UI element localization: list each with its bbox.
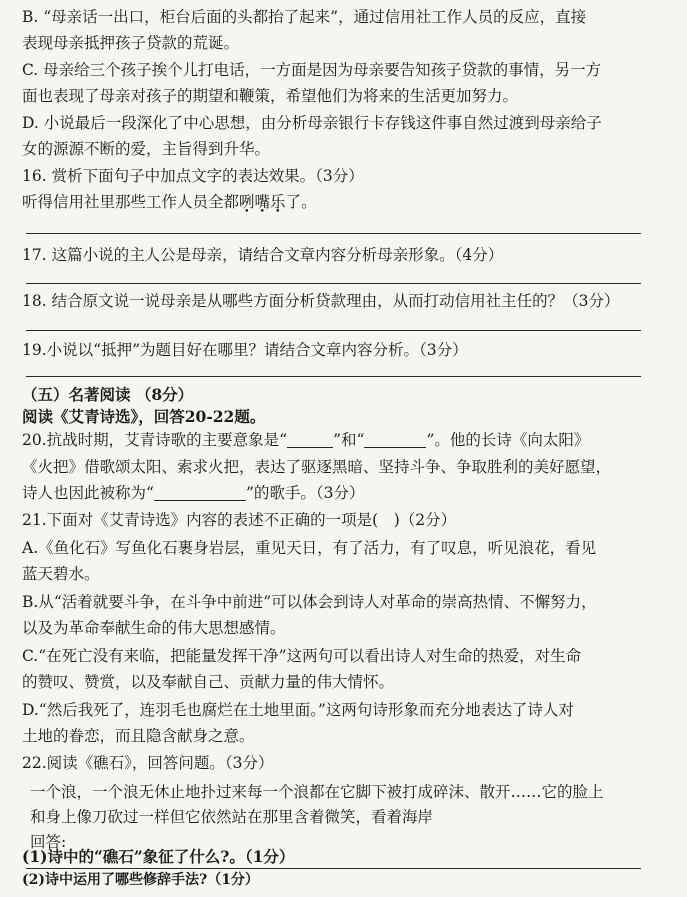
question-17: 17. 这篇小说的主人公是母亲，请结合文章内容分析母亲形象。（4分） bbox=[22, 246, 504, 264]
poem-line2: 和身上像刀砍过一样但它依然站在那里含着微笑，看着海岸 bbox=[30, 808, 434, 826]
sentence-text: 了。 bbox=[285, 193, 317, 211]
question-20-line2: 《火把》借歌颂太阳、索求火把，表达了驱逐黑暗、坚持斗争、争取胜利的美好愿望， bbox=[22, 458, 612, 476]
q20-text: ”的歌手。（3分） bbox=[245, 484, 365, 502]
question-21: 21.下面对《艾青诗选》内容的表述不正确的一项是( )（2分） bbox=[22, 511, 457, 529]
answer-label: 回答: bbox=[30, 833, 67, 851]
option-d-line2: 女的源源不断的爱，主旨得到升华。 bbox=[22, 140, 271, 158]
q21-option-d-line1: D.“然后我死了，连羽毛也腐烂在土地里面。”这两句诗形象而充分地表达了诗人对 bbox=[22, 701, 574, 719]
dotted-char: 嘴 bbox=[254, 193, 271, 211]
answer-line[interactable] bbox=[26, 233, 641, 234]
option-b-line1: B. “母亲话一出口，柜台后面的头都抬了起来”，通过信用社工作人员的反应，直接 bbox=[22, 8, 587, 26]
sentence-text: 听得信用社里那些工作人员全都 bbox=[22, 193, 240, 211]
section-5-heading: （五）名著阅读 （8分） bbox=[22, 385, 194, 404]
question-20-line1 bbox=[22, 429, 667, 451]
q20-text: 20.抗战时期，艾青诗歌的主要意象是“ bbox=[22, 431, 288, 449]
question-22: 22.阅读《礁石》，回答问题。（3分） bbox=[22, 754, 274, 772]
sub-question-2: (2)诗中运用了哪些修辞手法?（1分） bbox=[22, 872, 259, 888]
q21-option-a-line2: 蓝天碧水。 bbox=[22, 565, 100, 583]
sub-question-1: (1)诗中的“礁石”象征了什么?。（1分） bbox=[22, 847, 295, 866]
option-c-line1: C. 母亲给三个孩子挨个儿打电话，一方面是因为母亲要告知孩子贷款的事情，另一方 bbox=[22, 61, 602, 79]
answer-line[interactable] bbox=[26, 283, 641, 284]
option-d-line1: D. 小说最后一段深化了中心思想，由分析母亲银行卡存钱这件事自然过渡到母亲给子 bbox=[22, 114, 602, 132]
answer-line[interactable] bbox=[26, 376, 641, 377]
section-5-instruction: 阅读《艾青诗选》，回答20-22题。 bbox=[22, 407, 266, 426]
option-c-line2: 面也表现了母亲对孩子的期望和鞭策，希望他们为将来的生活更加努力。 bbox=[22, 87, 519, 105]
fill-blank[interactable] bbox=[154, 484, 246, 501]
q20-text: ”。他的长诗《向太阳》 bbox=[426, 431, 590, 449]
q21-option-b-line1: B.从“活着就要斗争，在斗争中前进”可以体会到诗人对革命的崇高热情、不懈努力， bbox=[22, 593, 597, 611]
q21-option-a-line1: A.《鱼化石》写鱼化石裹身岩层，重见天日，有了活力，有了叹息，听见浪花，看见 bbox=[22, 539, 597, 557]
dotted-char: 咧 bbox=[239, 193, 255, 211]
dotted-char: 乐 bbox=[270, 193, 286, 211]
poem-line1: 一个浪，一个浪无休止地扑过来每一个浪都在它脚下被打成碎沫、散开……它的脸上 bbox=[30, 783, 604, 801]
q21-option-c-line2: 的赞叹、赞赏，以及奉献自己、贡献力量的伟大情怀。 bbox=[22, 673, 395, 691]
q20-text: ”和“ bbox=[333, 431, 365, 449]
fill-blank[interactable] bbox=[364, 431, 426, 448]
q21-option-b-line2: 以及为革命奉献生命的伟大思想感情。 bbox=[22, 619, 286, 637]
question-20-line3 bbox=[22, 482, 667, 504]
question-16-sentence bbox=[22, 191, 667, 213]
fill-blank[interactable] bbox=[287, 431, 333, 448]
q21-option-c-line1: C.“在死亡没有来临，把能量发挥干净”这两句可以看出诗人对生命的热爱，对生命 bbox=[22, 647, 582, 665]
option-b-line2: 表现母亲抵押孩子贷款的荒诞。 bbox=[22, 34, 240, 52]
answer-line[interactable] bbox=[26, 330, 641, 331]
q20-text: 诗人也因此被称为“ bbox=[22, 484, 154, 502]
question-19: 19.小说以“抵押”为题目好在哪里？请结合文章内容分析。（3分） bbox=[22, 341, 468, 359]
answer-line[interactable] bbox=[26, 868, 641, 869]
q21-option-d-line2: 土地的眷恋，而且隐含献身之意。 bbox=[22, 727, 255, 745]
question-18: 18. 结合原文说一说母亲是从哪些方面分析贷款理由，从而打动信用社主任的？（3分） bbox=[22, 292, 620, 310]
question-16: 16. 赏析下面句子中加点文字的表达效果。（3分） bbox=[22, 167, 364, 185]
